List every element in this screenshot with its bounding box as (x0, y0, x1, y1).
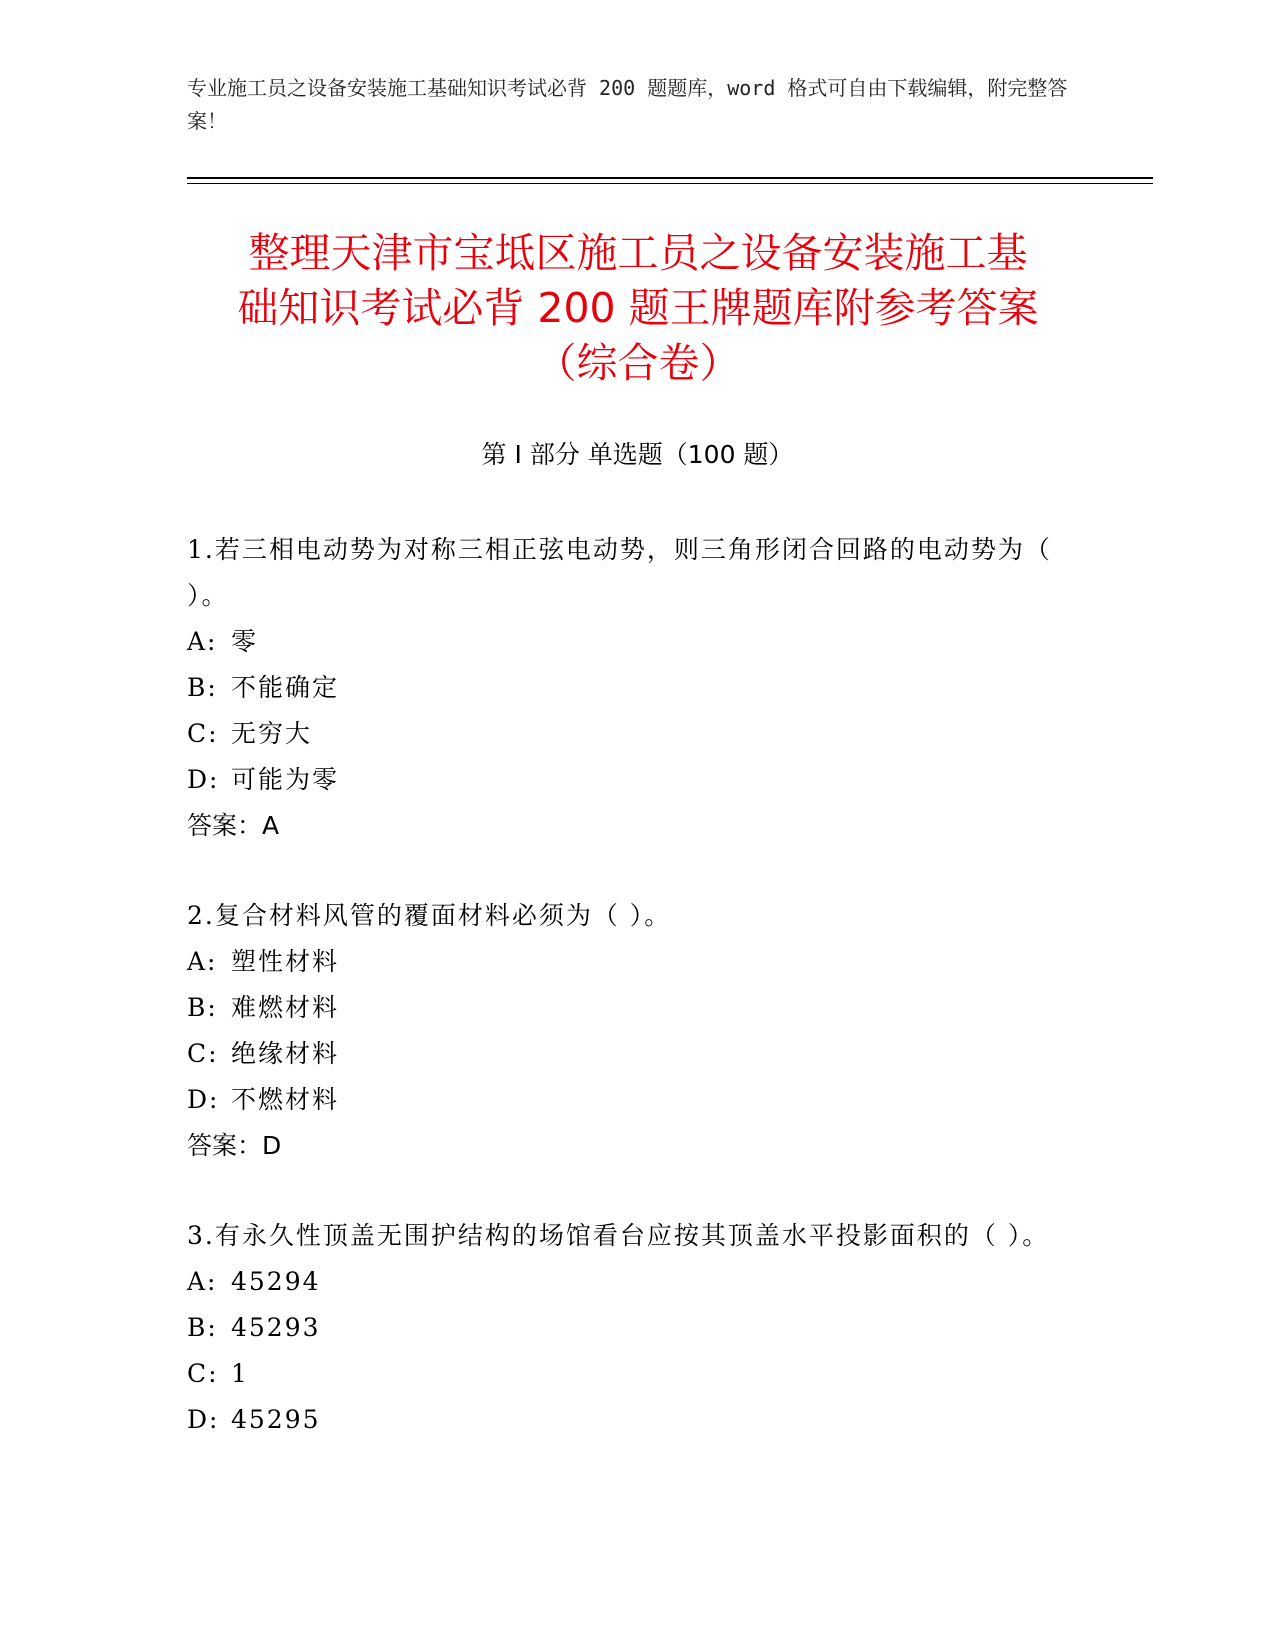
option-text: 零 (231, 627, 259, 656)
option-c (187, 711, 1067, 757)
document-title-line-2: 础知识考试必背 200 题王牌题库附参考答案 (237, 284, 1039, 332)
option-key: A: (187, 1267, 218, 1296)
option-key: C: (187, 1359, 219, 1388)
question-stem: 1.若三相电动势为对称三相正弦电动势，则三角形闭合回路的电动势为（ ）。 (187, 535, 1052, 610)
option-key: D: (187, 1405, 220, 1434)
option-key: A: (187, 627, 218, 656)
question-1 (187, 527, 1067, 849)
option-text: 1 (231, 1359, 249, 1388)
option-b (187, 1305, 1067, 1351)
option-key: B: (187, 993, 218, 1022)
option-key: D: (187, 1085, 220, 1114)
option-text: 45294 (231, 1267, 321, 1296)
option-key: B: (187, 673, 218, 702)
option-key: B: (187, 1313, 218, 1342)
option-c (187, 1031, 1067, 1077)
option-d (187, 757, 1067, 803)
question-stem: 2.复合材料风管的覆面材料必须为（ ）。 (187, 901, 672, 930)
option-text: 难燃材料 (231, 993, 340, 1022)
document-title-line-1: 整理天津市宝坻区施工员之设备安装施工基 (248, 229, 1028, 277)
answer: 答案：D (187, 1131, 282, 1160)
option-text: 塑性材料 (231, 947, 340, 976)
option-b (187, 665, 1067, 711)
option-key: D: (187, 765, 220, 794)
option-a (187, 939, 1067, 985)
option-key: A: (187, 947, 218, 976)
option-c (187, 1351, 1067, 1397)
option-d (187, 1077, 1067, 1123)
question-stem: 3.有永久性顶盖无围护结构的场馆看台应按其顶盖水平投影面积的（ ）。 (187, 1221, 1050, 1250)
header-note: 专业施工员之设备安装施工基础知识考试必背 200 题题库，word 格式可自由下载编辑，附完整答案！ (187, 76, 1068, 133)
header-rule-thick (187, 177, 1153, 179)
option-a (187, 619, 1067, 665)
option-b (187, 985, 1067, 1031)
option-text: 无穷大 (231, 719, 313, 748)
answer: 答案：A (187, 811, 280, 840)
question-2 (187, 893, 1067, 1169)
question-3 (187, 1213, 1067, 1443)
question-list (187, 527, 1067, 1487)
option-key: C: (187, 1039, 219, 1068)
document-title (170, 226, 1106, 391)
option-text: 不燃材料 (231, 1085, 340, 1114)
option-text: 45295 (231, 1405, 321, 1434)
header-rule-thin (187, 183, 1153, 184)
option-text: 绝缘材料 (231, 1039, 340, 1068)
option-a (187, 1259, 1067, 1305)
option-text: 45293 (231, 1313, 321, 1342)
option-text: 不能确定 (231, 673, 340, 702)
option-key: C: (187, 719, 219, 748)
document-title-line-3: （综合卷） (535, 339, 741, 387)
option-text: 可能为零 (231, 765, 340, 794)
section-title: 第 I 部分 单选题（100 题） (481, 440, 794, 469)
option-d (187, 1397, 1067, 1443)
